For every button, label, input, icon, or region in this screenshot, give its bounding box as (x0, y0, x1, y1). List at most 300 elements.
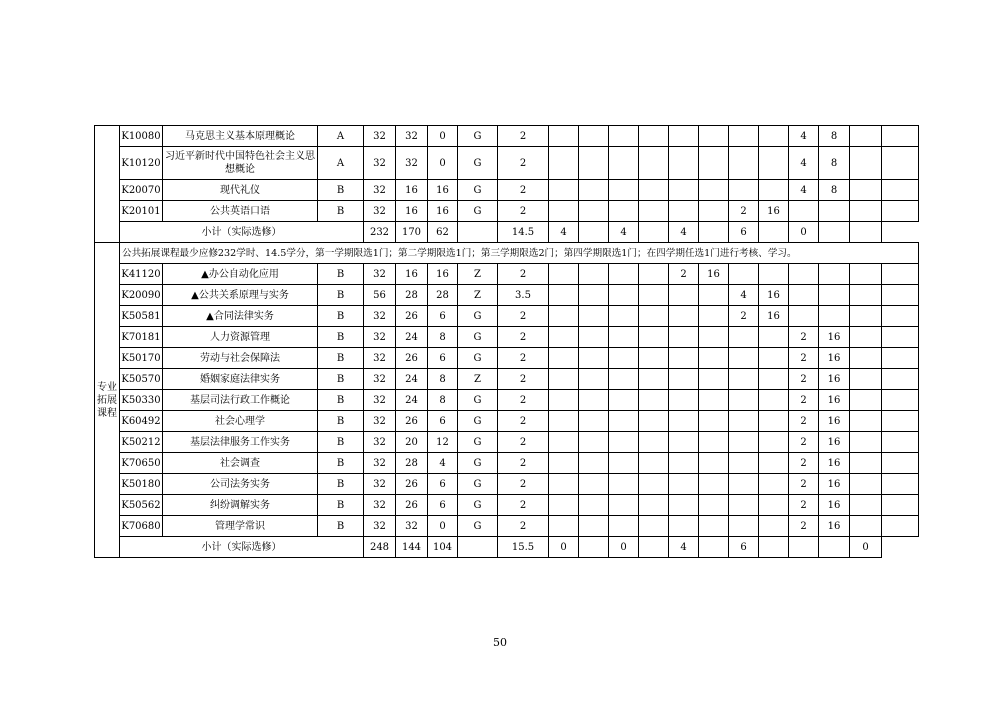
table-cell (549, 348, 579, 369)
table-cell: 32 (364, 126, 396, 147)
course-name: 马克思主义基本原理概论 (163, 126, 318, 147)
table-cell (850, 495, 882, 516)
table-cell (819, 285, 850, 306)
table-cell: 16 (396, 180, 428, 201)
table-cell (669, 285, 699, 306)
table-cell: 2 (498, 411, 549, 432)
table-cell: B (318, 474, 364, 495)
table-cell (759, 327, 789, 348)
table-cell (549, 327, 579, 348)
course-code: K50212 (120, 432, 163, 453)
table-cell: 2 (789, 369, 819, 390)
table-cell (729, 474, 759, 495)
table-cell (579, 474, 609, 495)
table-cell: 6 (428, 495, 458, 516)
subtotal-cell (699, 222, 729, 243)
table-cell: 3.5 (498, 285, 549, 306)
table-cell (579, 264, 609, 285)
table-cell (579, 201, 609, 222)
table-cell (882, 516, 919, 537)
table-cell (579, 306, 609, 327)
table-cell (579, 432, 609, 453)
subtotal-cell: 232 (364, 222, 396, 243)
table-cell: B (318, 411, 364, 432)
course-name: 社会心理学 (163, 411, 318, 432)
table-cell: 0 (428, 147, 458, 180)
table-cell: B (318, 516, 364, 537)
table-cell: 32 (364, 432, 396, 453)
table-cell (549, 369, 579, 390)
table-cell: 32 (364, 495, 396, 516)
table-cell: 24 (396, 369, 428, 390)
table-cell: G (458, 432, 498, 453)
table-cell (882, 126, 919, 147)
page-number: 50 (493, 636, 507, 649)
table-cell: G (458, 453, 498, 474)
table-row (95, 201, 919, 222)
table-cell (609, 126, 639, 147)
category-cell-public (95, 126, 120, 243)
table-cell: B (318, 348, 364, 369)
table-cell (549, 201, 579, 222)
table-cell (639, 306, 669, 327)
table-cell (579, 453, 609, 474)
table-cell (759, 369, 789, 390)
table-cell: 2 (669, 264, 699, 285)
table-cell (549, 474, 579, 495)
table-cell (579, 348, 609, 369)
table-cell: 8 (428, 327, 458, 348)
table-cell (609, 453, 639, 474)
table-cell: 2 (498, 453, 549, 474)
table-cell (609, 495, 639, 516)
subtotal-cell: 0 (850, 537, 882, 558)
table-cell: 20 (396, 432, 428, 453)
table-cell: 26 (396, 495, 428, 516)
table-cell (699, 285, 729, 306)
table-cell (759, 516, 789, 537)
table-cell (609, 264, 639, 285)
table-cell (639, 411, 669, 432)
table-cell: 2 (498, 474, 549, 495)
table-cell (669, 495, 699, 516)
table-cell: G (458, 495, 498, 516)
table-cell: A (318, 147, 364, 180)
table-row (95, 180, 919, 201)
subtotal-cell: 104 (428, 537, 458, 558)
table-cell: B (318, 453, 364, 474)
table-cell: 28 (428, 285, 458, 306)
table-cell (819, 306, 850, 327)
subtotal-cell (639, 537, 669, 558)
subtotal-cell (789, 537, 819, 558)
table-cell (729, 126, 759, 147)
table-cell: 32 (396, 516, 428, 537)
table-cell: 4 (428, 453, 458, 474)
table-cell (609, 201, 639, 222)
subtotal-cell: 4 (669, 537, 699, 558)
table-cell (639, 348, 669, 369)
table-cell: 32 (364, 180, 396, 201)
table-cell: 8 (819, 180, 850, 201)
table-cell: 2 (789, 411, 819, 432)
table-cell (882, 306, 919, 327)
subtotal-cell: 15.5 (498, 537, 549, 558)
table-cell: B (318, 180, 364, 201)
table-cell (789, 306, 819, 327)
table-cell (669, 516, 699, 537)
table-cell: 16 (819, 474, 850, 495)
table-cell: 4 (789, 147, 819, 180)
table-cell (699, 147, 729, 180)
table-cell: 8 (428, 390, 458, 411)
subtotal-cell (579, 222, 609, 243)
table-cell (669, 369, 699, 390)
table-cell: 8 (428, 369, 458, 390)
course-code: K10080 (120, 126, 163, 147)
table-cell: B (318, 432, 364, 453)
table-cell (882, 495, 919, 516)
table-cell: 16 (759, 306, 789, 327)
table-cell: 2 (789, 474, 819, 495)
table-cell (549, 147, 579, 180)
table-cell (699, 201, 729, 222)
table-cell: 16 (819, 390, 850, 411)
course-code: K41120 (120, 264, 163, 285)
subtotal-cell: 4 (549, 222, 579, 243)
table-cell: 4 (729, 285, 759, 306)
table-cell (759, 411, 789, 432)
subtotal-cell (699, 537, 729, 558)
table-cell (669, 180, 699, 201)
table-cell: 16 (759, 201, 789, 222)
table-cell: 16 (759, 285, 789, 306)
course-name: 公共英语口语 (163, 201, 318, 222)
table-cell: 16 (428, 264, 458, 285)
table-cell (579, 180, 609, 201)
table-cell (789, 201, 819, 222)
table-cell (699, 126, 729, 147)
table-cell: 56 (364, 285, 396, 306)
subtotal-cell: 4 (609, 222, 639, 243)
subtotal-cell: 248 (364, 537, 396, 558)
table-cell (759, 453, 789, 474)
table-cell: 2 (498, 306, 549, 327)
table-cell (579, 126, 609, 147)
table-cell (639, 264, 669, 285)
table-cell: B (318, 264, 364, 285)
table-cell: G (458, 180, 498, 201)
table-cell (639, 126, 669, 147)
table-cell: 0 (428, 126, 458, 147)
table-cell (850, 390, 882, 411)
table-cell (669, 201, 699, 222)
table-cell (850, 348, 882, 369)
subtotal-cell: 62 (428, 222, 458, 243)
table-cell: 32 (364, 306, 396, 327)
table-cell: 32 (364, 516, 396, 537)
table-cell: Z (458, 369, 498, 390)
table-cell (729, 147, 759, 180)
table-row (95, 348, 919, 369)
table-cell (850, 285, 882, 306)
course-table-body (95, 126, 919, 558)
table-cell (609, 180, 639, 201)
table-cell (669, 453, 699, 474)
table-cell: G (458, 474, 498, 495)
table-cell: 32 (364, 264, 396, 285)
course-name: ▲办公自动化应用 (163, 264, 318, 285)
table-cell (609, 306, 639, 327)
table-cell: 26 (396, 348, 428, 369)
table-cell (699, 327, 729, 348)
table-row (95, 285, 919, 306)
table-cell: 16 (428, 180, 458, 201)
table-cell (882, 411, 919, 432)
table-cell (850, 369, 882, 390)
course-code: K70650 (120, 453, 163, 474)
table-cell (699, 474, 729, 495)
table-cell (759, 147, 789, 180)
table-cell (579, 147, 609, 180)
table-cell (579, 411, 609, 432)
table-cell (549, 126, 579, 147)
table-cell (699, 516, 729, 537)
table-cell: 16 (819, 327, 850, 348)
course-name: 劳动与社会保障法 (163, 348, 318, 369)
table-row (95, 306, 919, 327)
table-cell (609, 327, 639, 348)
course-name: 人力资源管理 (163, 327, 318, 348)
table-cell (699, 306, 729, 327)
course-name: ▲合同法律实务 (163, 306, 318, 327)
table-cell (639, 147, 669, 180)
table-cell (699, 453, 729, 474)
table-cell: B (318, 369, 364, 390)
table-cell (882, 369, 919, 390)
table-cell: 2 (789, 348, 819, 369)
table-cell (729, 180, 759, 201)
table-cell (850, 201, 882, 222)
table-row (95, 147, 919, 180)
table-cell (729, 348, 759, 369)
table-cell (549, 411, 579, 432)
table-cell (729, 411, 759, 432)
course-code: K50170 (120, 348, 163, 369)
table-cell: 0 (428, 516, 458, 537)
table-cell (759, 180, 789, 201)
table-cell (819, 201, 850, 222)
table-cell: G (458, 327, 498, 348)
table-cell (579, 516, 609, 537)
table-cell: 6 (428, 474, 458, 495)
subtotal-cell (850, 222, 882, 243)
table-cell (729, 516, 759, 537)
subtotal-cell (458, 222, 498, 243)
table-cell: 16 (819, 369, 850, 390)
subtotal-cell: 6 (729, 222, 759, 243)
table-cell (669, 348, 699, 369)
table-cell (882, 453, 919, 474)
table-cell (850, 432, 882, 453)
table-cell: 8 (819, 147, 850, 180)
table-cell (729, 432, 759, 453)
table-cell: G (458, 516, 498, 537)
table-row (95, 390, 919, 411)
table-row (95, 474, 919, 495)
subtotal-cell: 0 (609, 537, 639, 558)
table-cell (609, 369, 639, 390)
table-cell: 16 (819, 516, 850, 537)
table-cell (850, 264, 882, 285)
table-cell: 4 (789, 180, 819, 201)
subtotal-cell: 4 (669, 222, 699, 243)
table-cell: G (458, 201, 498, 222)
table-cell (729, 495, 759, 516)
course-code: K50330 (120, 390, 163, 411)
table-cell (639, 432, 669, 453)
table-cell (759, 126, 789, 147)
table-cell (729, 453, 759, 474)
table-cell: 2 (498, 126, 549, 147)
table-cell (669, 411, 699, 432)
table-cell (729, 369, 759, 390)
course-code: K50180 (120, 474, 163, 495)
table-cell (850, 327, 882, 348)
table-cell: 6 (428, 306, 458, 327)
table-cell (850, 306, 882, 327)
table-cell (759, 348, 789, 369)
subtotal-cell: 0 (549, 537, 579, 558)
table-cell (759, 432, 789, 453)
subtotal-cell: 14.5 (498, 222, 549, 243)
table-cell (609, 285, 639, 306)
table-cell: 2 (789, 390, 819, 411)
course-code: K50581 (120, 306, 163, 327)
table-cell (759, 495, 789, 516)
table-cell (882, 147, 919, 180)
table-cell: G (458, 390, 498, 411)
table-cell: 2 (498, 201, 549, 222)
table-cell (639, 474, 669, 495)
table-row (95, 264, 919, 285)
subtotal-label: 小计（实际选修） (120, 537, 364, 558)
subtotal-label: 小计（实际选修） (120, 222, 364, 243)
table-cell: B (318, 201, 364, 222)
table-cell (850, 453, 882, 474)
table-cell (882, 474, 919, 495)
table-cell (609, 411, 639, 432)
table-cell (699, 390, 729, 411)
table-cell: Z (458, 264, 498, 285)
table-cell (699, 180, 729, 201)
table-cell: B (318, 306, 364, 327)
table-cell: 12 (428, 432, 458, 453)
subtotal-cell (579, 537, 609, 558)
table-cell: 6 (428, 348, 458, 369)
table-cell (609, 432, 639, 453)
table-cell: 16 (819, 495, 850, 516)
table-cell: 24 (396, 390, 428, 411)
course-name: ▲公共关系原理与实务 (163, 285, 318, 306)
table-cell: G (458, 306, 498, 327)
table-cell: 32 (364, 474, 396, 495)
course-code: K10120 (120, 147, 163, 180)
table-cell: 2 (498, 264, 549, 285)
table-cell: G (458, 348, 498, 369)
subtotal-cell (759, 537, 789, 558)
subtotal-cell (458, 537, 498, 558)
table-cell: 2 (729, 201, 759, 222)
course-code: K20101 (120, 201, 163, 222)
table-cell: 2 (789, 453, 819, 474)
note-row (95, 243, 919, 264)
table-cell: 32 (364, 147, 396, 180)
table-cell: Z (458, 285, 498, 306)
course-code: K20090 (120, 285, 163, 306)
table-cell (549, 432, 579, 453)
table-cell: 2 (498, 432, 549, 453)
table-cell: G (458, 126, 498, 147)
table-cell: 16 (819, 411, 850, 432)
table-cell (639, 453, 669, 474)
table-cell (609, 516, 639, 537)
subtotal-cell: 0 (789, 222, 819, 243)
table-cell (882, 432, 919, 453)
table-cell: 28 (396, 285, 428, 306)
table-cell (882, 327, 919, 348)
table-cell (850, 516, 882, 537)
table-cell (639, 390, 669, 411)
table-row (95, 369, 919, 390)
table-cell: 2 (498, 180, 549, 201)
table-cell: 2 (498, 327, 549, 348)
subtotal-cell: 144 (396, 537, 428, 558)
course-name: 公司法务实务 (163, 474, 318, 495)
table-row (95, 327, 919, 348)
table-cell: 2 (498, 495, 549, 516)
table-cell: 32 (396, 147, 428, 180)
table-cell: 32 (364, 390, 396, 411)
subtotal-cell (819, 537, 850, 558)
table-cell (549, 264, 579, 285)
course-name: 习近平新时代中国特色社会主义思想概论 (163, 147, 318, 180)
table-cell: B (318, 327, 364, 348)
table-cell (850, 474, 882, 495)
table-cell (579, 390, 609, 411)
table-cell: 2 (498, 369, 549, 390)
table-cell (609, 474, 639, 495)
table-cell: 16 (819, 453, 850, 474)
table-cell (789, 285, 819, 306)
table-cell: 2 (789, 516, 819, 537)
table-cell (549, 390, 579, 411)
course-code: K70680 (120, 516, 163, 537)
table-cell: B (318, 390, 364, 411)
table-cell (639, 327, 669, 348)
table-cell (882, 348, 919, 369)
table-cell: 32 (364, 327, 396, 348)
course-table (94, 125, 919, 558)
subtotal-cell: 6 (729, 537, 759, 558)
table-cell: 32 (364, 348, 396, 369)
table-cell (639, 516, 669, 537)
table-cell (549, 495, 579, 516)
table-cell: 32 (364, 369, 396, 390)
table-cell (669, 147, 699, 180)
course-code: K50562 (120, 495, 163, 516)
table-cell: 32 (364, 453, 396, 474)
